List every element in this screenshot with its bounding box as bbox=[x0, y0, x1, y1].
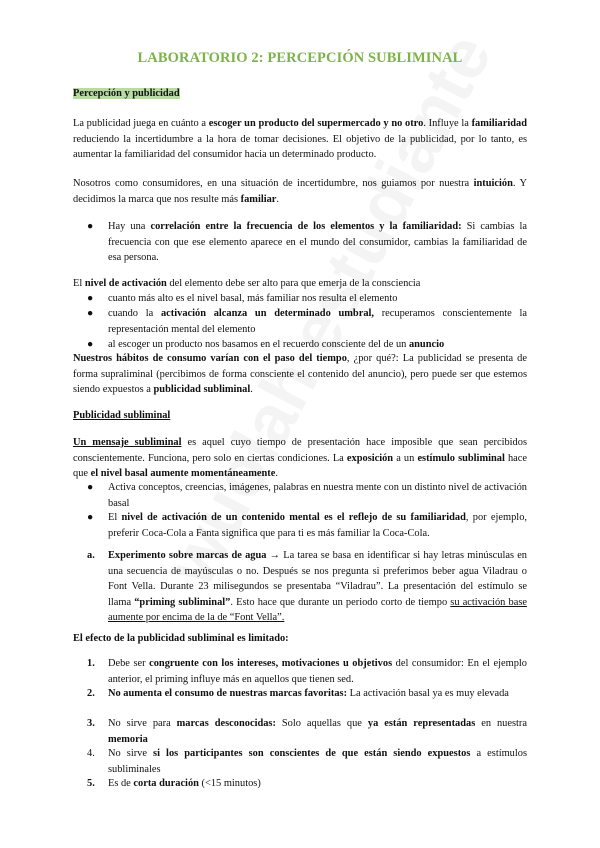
section-heading-percepcion: Percepción y publicidad bbox=[73, 88, 180, 99]
bullet-icon: ● bbox=[87, 293, 94, 304]
bullet-icon: ● bbox=[87, 308, 94, 319]
bullet-icon: ● bbox=[87, 482, 94, 493]
section-heading-publicidad-subliminal: Publicidad subliminal bbox=[73, 410, 171, 421]
section-heading-efecto: El efecto de la publicidad subliminal es limitado: bbox=[73, 633, 289, 644]
document-page: LABORATORIO 2: PERCEPCIÓN SUBLIMINAL Percepción y publicidad La publicidad juega en cuánto a escoger un producto del supermercado y no otro. Influye la familiaridad reduciendo la incertidumbre a la hora de tomar decisiones. El objetivo de la publicidad, por lo tanto, es aumentar la familiaridad del consumidor hacia un determinado producto. Nosotros como consumidores, en una situación de incertidumbre, nos guiamos por nuestra intuición. Y decidimos la marca que nos resulte más familiar. ● Hay una correlación entre la frecuencia de los elementos y la familiaridad: Si cambias la frecuencia con que ese elemento aparece en el mundo del consumidor, cambias la familiaridad de esa persona. El nivel de activación del elemento debe ser alto para que emerja de la consciencia ● cuanto más alto es el nivel basal, más familiar nos resulta el elemento ● cuando la activación alcanza un determinado umbral, recuperamos conscientemente la representación mental del elemento ● al escoger un producto nos basamos en el recuerdo consciente del de un anuncio Nuestros hábitos de consumo varían con el paso del tiempo, ¿por qué?: La publicidad se presenta de forma supraliminal (percibimos de forma consciente el contenido del anuncio), pero puede ser que estemos siendo expuestos a publicidad subliminal. Publicidad subliminal Un mensaje subliminal es aquel cuyo tiempo de presentación hace imposible que sean percibidos conscientemente. Funciona, pero solo en ciertas condiciones. La exposición a un estímulo subliminal hace que el nivel basal aumente momentáneamente. ● Activa conceptos, creencias, imágenes, palabras en nuestra mente con un distinto nivel de activación basal ● El nivel de activación de un contenido mental es el reflejo de su familiaridad, por ejemplo, preferir Coca-Cola a Fanta significa que para ti es más familiar la Coca-Cola. a. Experimento sobre marcas de agua → La tarea se basa en identificar si hay letras minúsculas en una secuencia de mayúsculas o no. Después se nos pregunta si preferimos beber agua Viladrau o Font Vella. Durante 23 milisegundos se presentaba “Viladrau”. La presentación del estímulo se llama “priming subliminal”. Esto hace que durante un periodo corto de tiempo su activación base aumente por encima de la de “Font Vella”. El efecto de la publicidad subliminal es limitado: 1. Debe ser congruente con los intereses, motivaciones u objetivos del consumidor: En el ejemplo anterior, el priming influye más en aquellos que tienen sed. 2. No aumenta el consumo de nuestras marcas favoritas: La activación basal ya es muy elevada 3. No sirve para marcas desconocidas: Solo aquellas que ya están representadas en nuestra memoria 4. No sirve si los participantes son conscientes de que están siendo expuestos a estímulos subliminales 5. Es de corta duración (<15 minutos) bbox=[0, 0, 600, 848]
bullet-icon: ● bbox=[87, 512, 94, 523]
paragraph: El nivel de activación del elemento debe ser alto para que emerja de la consciencia bbox=[73, 278, 421, 289]
paragraph: La publicidad juega en cuánto a escoger un producto del supermercado y no otro. Influye la familiaridad reduciendo la incertidumbre a la hora de tomar decisiones. El objetivo de la publicidad, por lo tanto, es aumentar la familiaridad del consumidor hacia un determinado producto. bbox=[73, 118, 527, 160]
bullet-icon: ● bbox=[87, 339, 94, 350]
page-title: LABORATORIO 2: PERCEPCIÓN SUBLIMINAL bbox=[137, 50, 463, 66]
bullet-icon: ● bbox=[87, 221, 94, 232]
paragraph: Nosotros como consumidores, en una situación de incertidumbre, nos guiamos por nuestra intuición. Y decidimos la marca que nos resulte más familiar. bbox=[73, 178, 527, 205]
paragraph: Nuestros hábitos de consumo varían con el paso del tiempo, ¿por qué?: La publicidad se presenta de forma supraliminal (percibimos de forma consciente el contenido del anuncio), pero puede ser que estemos siendo expuestos a publicidad subliminal. bbox=[73, 353, 527, 395]
paragraph: Un mensaje subliminal es aquel cuyo tiempo de presentación hace imposible que sean percibidos conscientemente. Funciona, pero solo en ciertas condiciones. La exposición a un estímulo subliminal hace que el nivel basal aumente momentáneamente. bbox=[73, 437, 528, 479]
